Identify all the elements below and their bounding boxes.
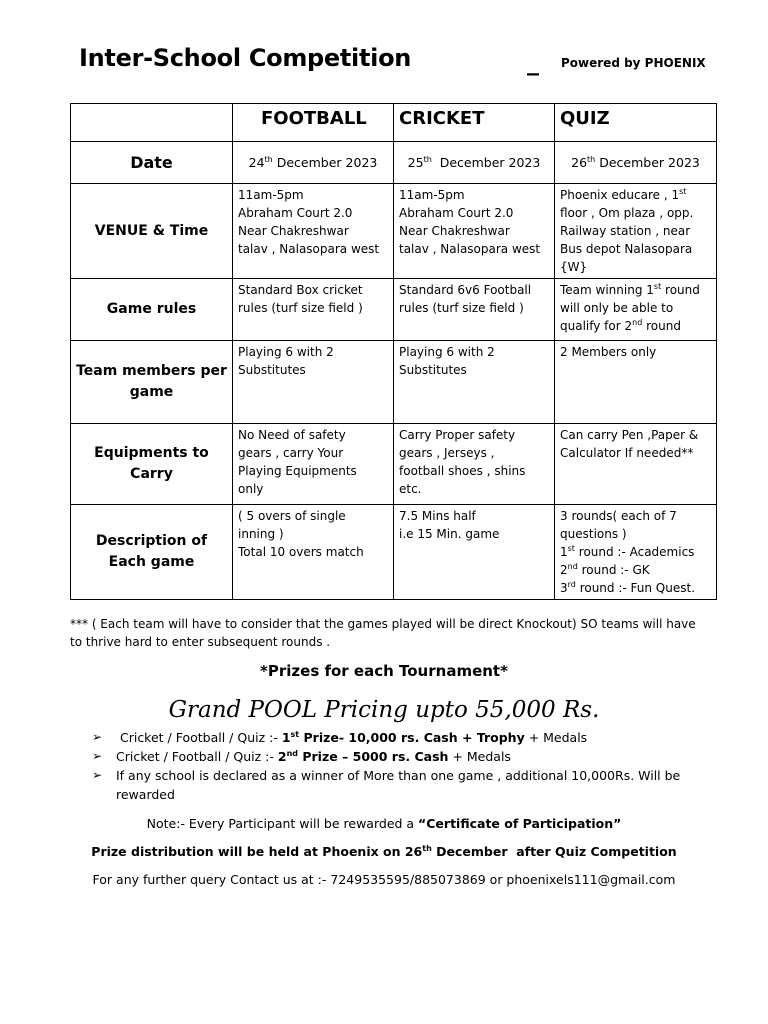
members-quiz: 2 Members only	[555, 341, 717, 424]
page-title: Inter-School Competition	[79, 44, 412, 72]
table-row-equipment	[71, 424, 717, 505]
table-row-venue	[71, 184, 717, 279]
equip-football: No Need of safety gears , carry Your Playing Equipments only	[233, 424, 394, 505]
rules-quiz: Team winning 1st round will only be able to qualify for 2nd round	[555, 279, 717, 341]
table-row-date	[71, 142, 717, 184]
equip-quiz: Can carry Pen ,Paper & Calculator If needed**	[555, 424, 717, 505]
date-quiz: 26th December 2023	[555, 142, 717, 184]
rules-cricket: Standard 6v6 Football rules (turf size field )	[394, 279, 555, 341]
list-item: ➢ Cricket / Football / Quiz :- 1st Prize- 10,000 rs. Cash + Trophy + Medals	[92, 729, 588, 745]
arrow-bullet-icon: ➢	[92, 730, 103, 744]
rules-football: Standard Box cricket rules (turf size field )	[233, 279, 394, 341]
row-label-date: Date	[71, 142, 233, 184]
row-label-equipment: Equipments to Carry	[71, 424, 233, 505]
grand-pool-heading: Grand POOL Pricing upto 55,000 Rs.	[168, 697, 600, 723]
title-dash: _	[527, 48, 539, 76]
knockout-footnote: *** ( Each team will have to consider that the games played will be direct Knockout) SO teams will have to thrive hard to enter subsequent rounds .	[70, 617, 696, 649]
venue-cricket: 11am-5pm Abraham Court 2.0 Near Chakreshwar talav , Nalasopara west	[394, 184, 555, 279]
table-header-row	[71, 104, 717, 142]
column-cricket: CRICKET	[394, 104, 555, 142]
schedule-table	[70, 103, 717, 600]
members-football: Playing 6 with 2 Substitutes	[233, 341, 394, 424]
table-row-members	[71, 341, 717, 424]
table-corner-cell	[71, 104, 233, 142]
venue-football: 11am-5pm Abraham Court 2.0 Near Chakreshwar talav , Nalasopara west	[233, 184, 394, 279]
date-cricket: 25th December 2023	[394, 142, 555, 184]
row-label-venue: VENUE & Time	[71, 184, 233, 279]
row-label-description: Description of Each game	[71, 505, 233, 600]
arrow-bullet-icon: ➢	[92, 768, 103, 782]
table-row-rules	[71, 279, 717, 341]
prize-distribution: Prize distribution will be held at Phoenix on 26th December after Quiz Competition	[91, 843, 677, 859]
equip-cricket: Carry Proper safety gears , Jerseys , football shoes , shins etc.	[394, 424, 555, 505]
column-quiz: QUIZ	[555, 104, 717, 142]
members-cricket: Playing 6 with 2 Substitutes	[394, 341, 555, 424]
row-label-members: Team members per game	[71, 341, 233, 424]
participation-note: Note:- Every Participant will be rewarded a “Certificate of Participation”	[146, 816, 622, 831]
table-row-description	[71, 505, 717, 600]
list-item: ➢ If any school is declared as a winner of More than one game , additional 10,000Rs. Will be rewarded	[92, 768, 681, 802]
desc-football: ( 5 overs of single inning ) Total 10 overs match	[233, 505, 394, 600]
column-football: FOOTBALL	[233, 104, 394, 142]
row-label-rules: Game rules	[71, 279, 233, 341]
date-football: 24th December 2023	[233, 142, 394, 184]
desc-quiz: 3 rounds( each of 7 questions ) 1st round :- Academics 2nd round :- GK 3rd round :- Fun Quest.	[555, 505, 717, 600]
arrow-bullet-icon: ➢	[92, 749, 103, 763]
list-item: ➢ Cricket / Football / Quiz :- 2nd Prize – 5000 rs. Cash + Medals	[92, 748, 511, 764]
prize-list	[92, 728, 692, 804]
prizes-heading: *Prizes for each Tournament*	[260, 662, 508, 680]
powered-by: Powered by PHOENIX	[561, 56, 706, 70]
venue-quiz: Phoenix educare , 1st floor , Om plaza , opp. Railway station , near Bus depot Nalasopara {W}	[555, 184, 717, 279]
desc-cricket: 7.5 Mins half i.e 15 Min. game	[394, 505, 555, 600]
contact-info: For any further query Contact us at :- 7249535595/885073869 or phoenixels111@gmail.com	[92, 872, 676, 887]
